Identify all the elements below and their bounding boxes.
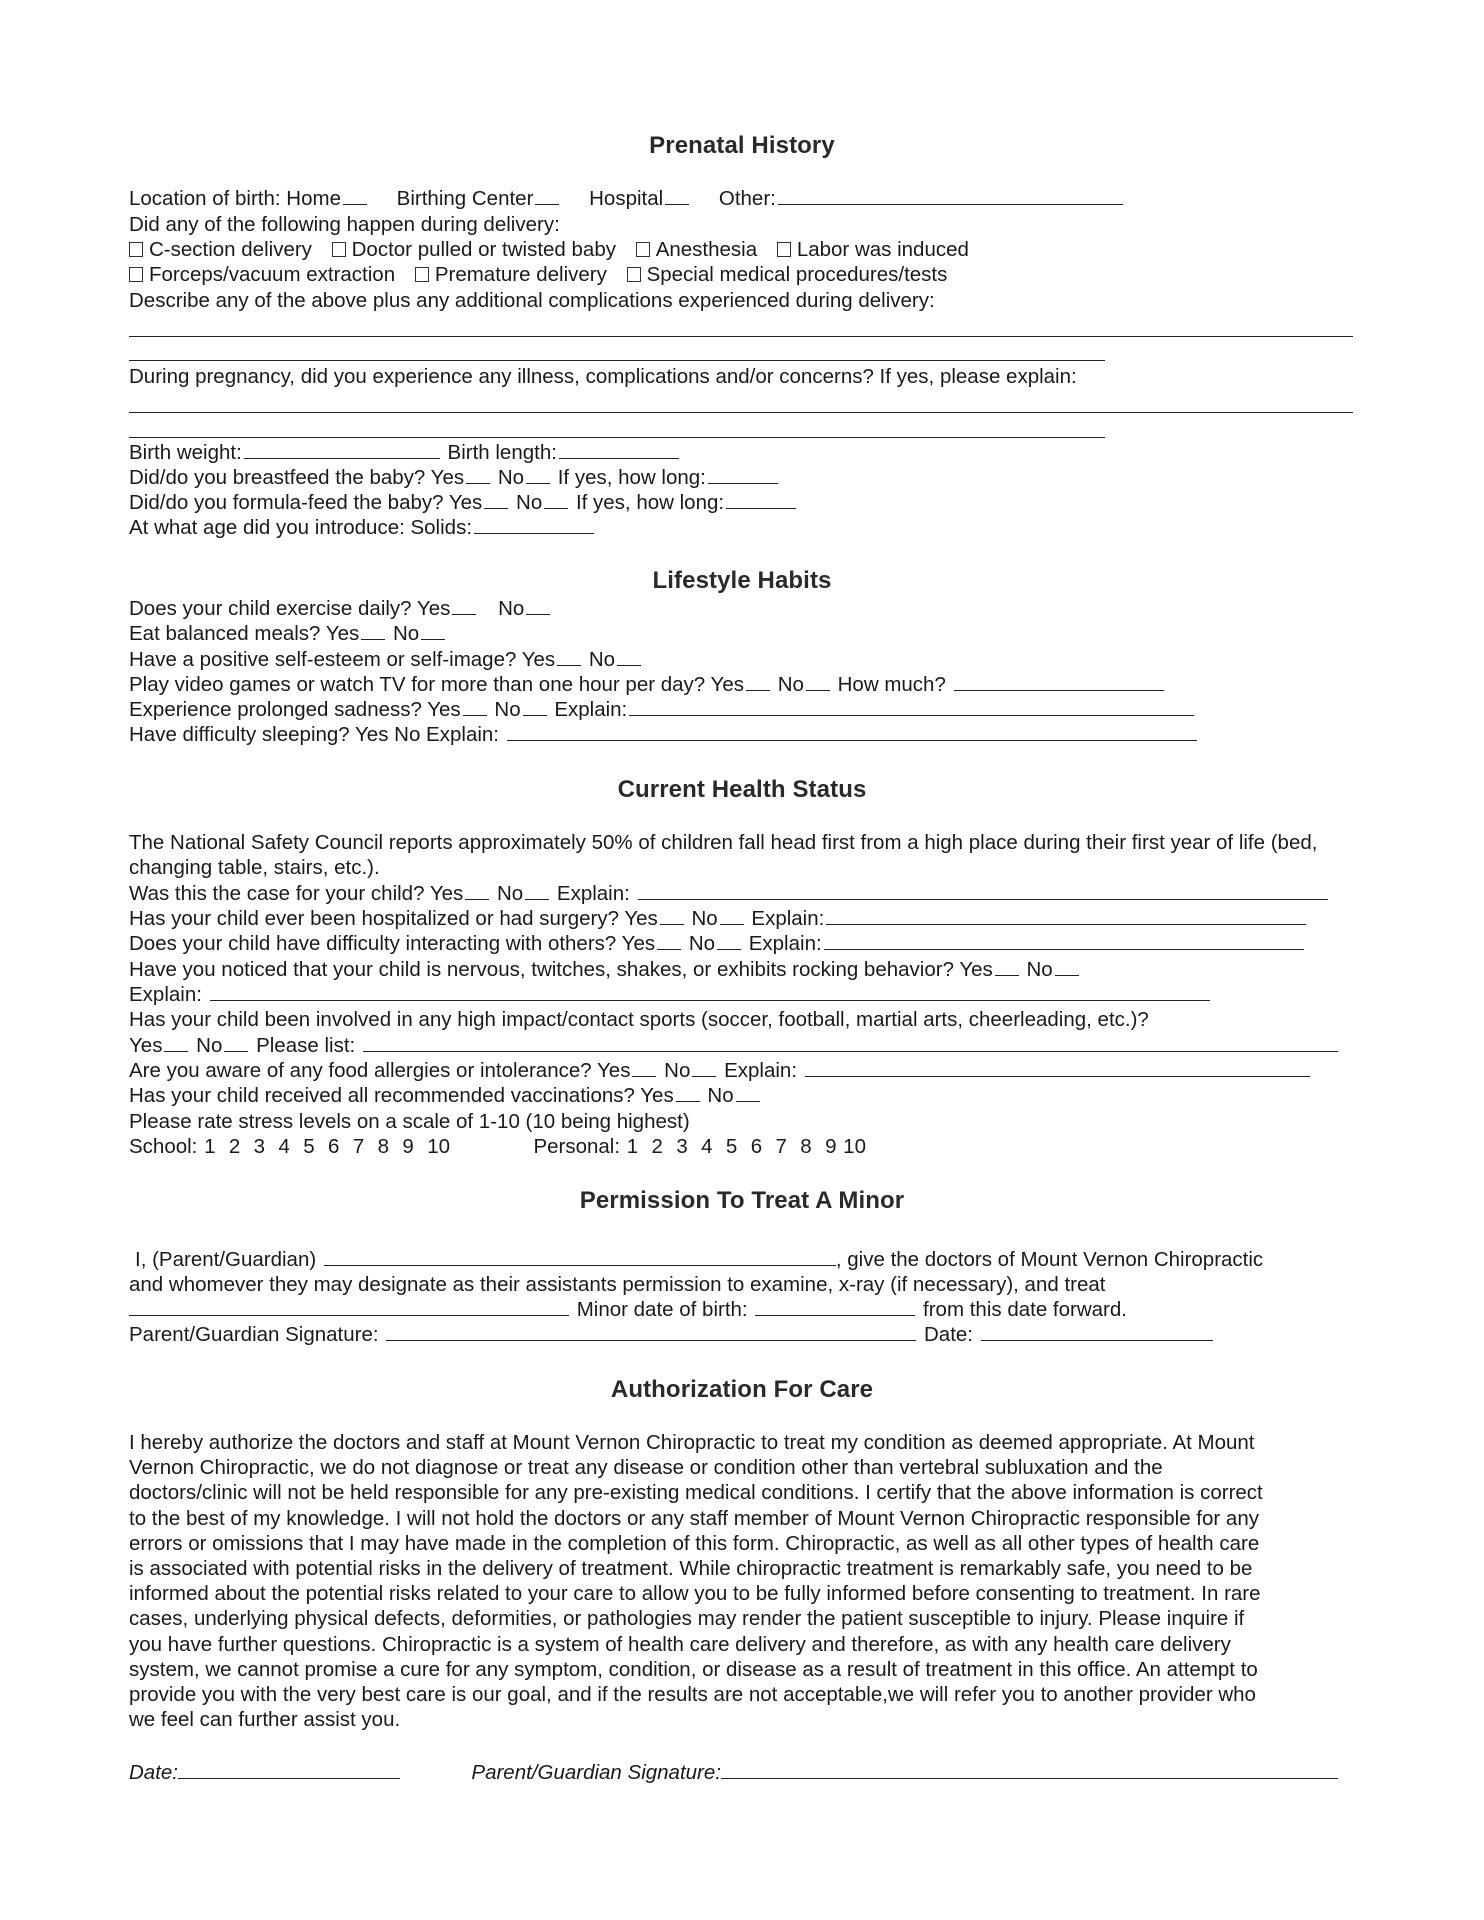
pregnancy-line-2[interactable] bbox=[129, 437, 1105, 438]
permission-date-field[interactable] bbox=[981, 1322, 1213, 1341]
sports-question: Has your child been involved in any high impact/contact sports (soccer, football, martial arts, cheerleading, etc.)? bbox=[129, 1008, 1149, 1031]
sleeping-explain-field[interactable] bbox=[507, 722, 1197, 741]
allergies-no-blank[interactable] bbox=[692, 1058, 716, 1077]
describe-complications-prompt: Describe any of the above plus any additional complications experienced during delivery: bbox=[129, 289, 935, 312]
guardian-name-row: I, (Parent/Guardian) , give the doctors of Mount Vernon Chiropractic bbox=[135, 1248, 1264, 1271]
checkbox-icon[interactable] bbox=[627, 267, 641, 282]
fall-yes-blank[interactable] bbox=[465, 881, 489, 900]
authorization-line: cases, underlying physical defects, deformities, or pathologies may render the patient susceptible to injury. Please inquire if bbox=[129, 1607, 1245, 1631]
exercise-row: Does your child exercise daily? Yes No bbox=[129, 596, 552, 621]
option-labor-induced[interactable]: Labor was induced bbox=[777, 238, 969, 261]
authorization-heading: Authorization For Care bbox=[610, 1376, 874, 1403]
allergies-row: Are you aware of any food allergies or intolerance? Yes No Explain: bbox=[129, 1058, 1312, 1083]
location-of-birth-row: Location of birth: Home Birthing Center Hospital Other: bbox=[129, 186, 1125, 211]
checkbox-icon[interactable] bbox=[636, 242, 650, 257]
option-forceps[interactable]: Forceps/vacuum extraction bbox=[129, 263, 395, 286]
fall-explain-field[interactable] bbox=[638, 881, 1328, 900]
stress-prompt: Please rate stress levels on a scale of 1-10 (10 being highest) bbox=[129, 1110, 690, 1133]
lifestyle-habits-heading: Lifestyle Habits bbox=[652, 567, 832, 594]
safety-council-intro: The National Safety Council reports approximately 50% of children fall head first from a high place during their first year of life (bed, changing table, stairs, etc.). bbox=[129, 831, 1318, 880]
nervous-yes-blank[interactable] bbox=[995, 957, 1019, 976]
authorization-signature-field[interactable] bbox=[721, 1760, 1338, 1779]
school-stress-scale[interactable]: 1 2 3 4 5 6 7 8 9 10 bbox=[204, 1135, 451, 1158]
guardian-signature-field[interactable] bbox=[386, 1322, 916, 1341]
option-special-procedures[interactable]: Special medical procedures/tests bbox=[627, 263, 948, 286]
option-doctor-pulled[interactable]: Doctor pulled or twisted baby bbox=[332, 238, 616, 261]
meals-row: Eat balanced meals? Yes No bbox=[129, 621, 447, 646]
allergies-yes-blank[interactable] bbox=[632, 1058, 656, 1077]
meals-no-blank[interactable] bbox=[421, 621, 445, 640]
fall-no-blank[interactable] bbox=[525, 881, 549, 900]
formula-yes-blank[interactable] bbox=[484, 490, 508, 509]
fall-case-row: Was this the case for your child? Yes No Explain: bbox=[129, 881, 1330, 906]
sports-list-field[interactable] bbox=[363, 1033, 1338, 1052]
guardian-name-field[interactable] bbox=[324, 1247, 836, 1266]
authorization-signature-row: Date: Parent/Guardian Signature: bbox=[129, 1760, 1340, 1785]
breastfeed-no-blank[interactable] bbox=[526, 465, 550, 484]
esteem-yes-blank[interactable] bbox=[557, 647, 581, 666]
delivery-options-row-2 bbox=[129, 262, 947, 287]
authorization-line: provide you with the very best care is our goal, and if the results are not acceptable,we will refer you to another provider who bbox=[129, 1683, 1256, 1707]
delivery-options-row-1 bbox=[129, 237, 969, 262]
authorization-line: doctors/clinic will not be held responsible for any pre-existing medical conditions. I certify that the above information is correct bbox=[129, 1481, 1263, 1505]
screen-time-amount-field[interactable] bbox=[954, 672, 1164, 691]
stress-scales-row: School: 1 2 3 4 5 6 7 8 9 10 Personal: 1 2 3 4 5 6 7 8 9 10 bbox=[129, 1135, 866, 1158]
games-yes-blank[interactable] bbox=[746, 672, 770, 691]
formula-no-blank[interactable] bbox=[544, 490, 568, 509]
pregnancy-concerns-prompt: During pregnancy, did you experience any illness, complications and/or concerns? If yes, please explain: bbox=[129, 365, 1077, 388]
solids-row: At what age did you introduce: Solids: bbox=[129, 515, 596, 540]
checkbox-icon[interactable] bbox=[332, 242, 346, 257]
authorization-line: Vernon Chiropractic, we do not diagnose or treat any disease or condition other than vertebral subluxation and the bbox=[129, 1456, 1163, 1480]
authorization-body bbox=[129, 1430, 1369, 1732]
sadness-row: Experience prolonged sadness? Yes No Explain: bbox=[129, 697, 1196, 722]
birth-weight-field[interactable] bbox=[244, 440, 440, 459]
authorization-line: system, we cannot promise a cure for any symptom, condition, or disease as a result of treatment in this office. An attempt to bbox=[129, 1657, 1258, 1681]
prenatal-history-heading: Prenatal History bbox=[649, 132, 835, 159]
guardian-signature-row: Parent/Guardian Signature: Date: bbox=[129, 1322, 1215, 1347]
current-health-status-heading: Current Health Status bbox=[617, 776, 867, 803]
option-premature[interactable]: Premature delivery bbox=[415, 263, 607, 286]
sports-no-blank[interactable] bbox=[224, 1033, 248, 1052]
vaccines-no-blank[interactable] bbox=[736, 1083, 760, 1102]
sadness-no-blank[interactable] bbox=[523, 697, 547, 716]
complications-line-1[interactable] bbox=[129, 336, 1353, 337]
nervous-no-blank[interactable] bbox=[1055, 957, 1079, 976]
allergies-explain-field[interactable] bbox=[805, 1058, 1310, 1077]
authorization-line: we feel can further assist you. bbox=[129, 1708, 401, 1732]
complications-line-2[interactable] bbox=[129, 360, 1105, 361]
pregnancy-line-1[interactable] bbox=[129, 412, 1353, 413]
sports-row: Yes No Please list: bbox=[129, 1033, 1340, 1058]
authorization-line: is associated with potential risks in the delivery of treatment. While chiropractic treatment is remarkably safe, you need to be bbox=[129, 1557, 1253, 1581]
breastfeed-row: Did/do you breastfeed the baby? Yes No If yes, how long: bbox=[129, 465, 780, 490]
exercise-yes-blank[interactable] bbox=[452, 596, 476, 615]
authorization-line: errors or omissions that I may have made in the completion of this form. Chiropractic, as well as all other types of health care bbox=[129, 1531, 1260, 1555]
sadness-yes-blank[interactable] bbox=[463, 697, 487, 716]
hospital-explain-field[interactable] bbox=[826, 906, 1306, 925]
authorization-line: you have further questions. Chiropractic is a system of health care delivery and therefore, as with any health care delivery bbox=[129, 1632, 1231, 1656]
formula-feed-row: Did/do you formula-feed the baby? Yes No If yes, how long: bbox=[129, 490, 798, 515]
authorization-line: I hereby authorize the doctors and staff at Mount Vernon Chiropractic to treat my condition as deemed appropriate. At Mount bbox=[129, 1431, 1255, 1454]
permission-statement: and whomever they may designate as their assistants permission to examine, x-ray (if necessary), and treat bbox=[129, 1273, 1106, 1296]
nervous-row: Have you noticed that your child is nervous, twitches, shakes, or exhibits rocking behavior? Yes No bbox=[129, 957, 1081, 982]
birth-measurements-row: Birth weight: Birth length: bbox=[129, 440, 681, 465]
exercise-no-blank[interactable] bbox=[526, 596, 550, 615]
hospital-yes-blank[interactable] bbox=[660, 906, 684, 925]
games-no-blank[interactable] bbox=[806, 672, 830, 691]
interacting-row: Does your child have difficulty interacting with others? Yes No Explain: bbox=[129, 931, 1306, 956]
breastfeed-duration-field[interactable] bbox=[708, 465, 778, 484]
vaccinations-row: Has your child received all recommended vaccinations? Yes No bbox=[129, 1083, 762, 1108]
birthing-center-blank[interactable] bbox=[535, 186, 559, 205]
interact-explain-field[interactable] bbox=[824, 931, 1304, 950]
permission-heading: Permission To Treat A Minor bbox=[579, 1187, 905, 1214]
sleeping-row: Have difficulty sleeping? Yes No Explain: bbox=[129, 722, 1199, 747]
interact-no-blank[interactable] bbox=[717, 931, 741, 950]
birth-length-field[interactable] bbox=[559, 440, 679, 459]
formula-duration-field[interactable] bbox=[726, 490, 796, 509]
breastfeed-yes-blank[interactable] bbox=[466, 465, 490, 484]
authorization-date-field[interactable] bbox=[178, 1760, 400, 1779]
sadness-explain-field[interactable] bbox=[629, 697, 1194, 716]
checkbox-icon[interactable] bbox=[777, 242, 791, 257]
minor-dob-field[interactable] bbox=[755, 1297, 915, 1316]
interact-yes-blank[interactable] bbox=[657, 931, 681, 950]
solids-age-field[interactable] bbox=[474, 515, 594, 534]
authorization-line: to the best of my knowledge. I will not hold the doctors or any staff member of Mount Vernon Chiropractic responsible for any bbox=[129, 1506, 1259, 1530]
hospitalized-row: Has your child ever been hospitalized or had surgery? Yes No Explain: bbox=[129, 906, 1308, 931]
self-esteem-row: Have a positive self-esteem or self-image? Yes No bbox=[129, 647, 643, 672]
checkbox-icon[interactable] bbox=[415, 267, 429, 282]
authorization-line: informed about the potential risks related to your care to allow you to be fully informed before consenting to treatment. In rare bbox=[129, 1582, 1261, 1606]
option-c-section[interactable]: C-section delivery bbox=[129, 238, 312, 261]
other-location-field[interactable] bbox=[778, 186, 1123, 205]
home-blank[interactable] bbox=[343, 186, 367, 205]
esteem-no-blank[interactable] bbox=[617, 647, 641, 666]
vaccines-yes-blank[interactable] bbox=[676, 1083, 700, 1102]
option-anesthesia[interactable]: Anesthesia bbox=[636, 238, 757, 261]
personal-stress-scale[interactable]: 1 2 3 4 5 6 7 8 9 10 bbox=[626, 1135, 866, 1158]
nervous-explain-row: Explain: bbox=[129, 982, 1212, 1007]
sports-yes-blank[interactable] bbox=[164, 1033, 188, 1052]
hospital-no-blank[interactable] bbox=[720, 906, 744, 925]
checkbox-icon[interactable] bbox=[129, 267, 143, 282]
delivery-question: Did any of the following happen during delivery: bbox=[129, 213, 560, 236]
meals-yes-blank[interactable] bbox=[361, 621, 385, 640]
checkbox-icon[interactable] bbox=[129, 242, 143, 257]
minor-dob-row: Minor date of birth: from this date forward. bbox=[129, 1297, 1127, 1322]
screen-time-row: Play video games or watch TV for more than one hour per day? Yes No How much? bbox=[129, 672, 1166, 697]
nervous-explain-field[interactable] bbox=[210, 982, 1210, 1001]
hospital-blank[interactable] bbox=[665, 186, 689, 205]
minor-name-field[interactable] bbox=[129, 1297, 569, 1316]
